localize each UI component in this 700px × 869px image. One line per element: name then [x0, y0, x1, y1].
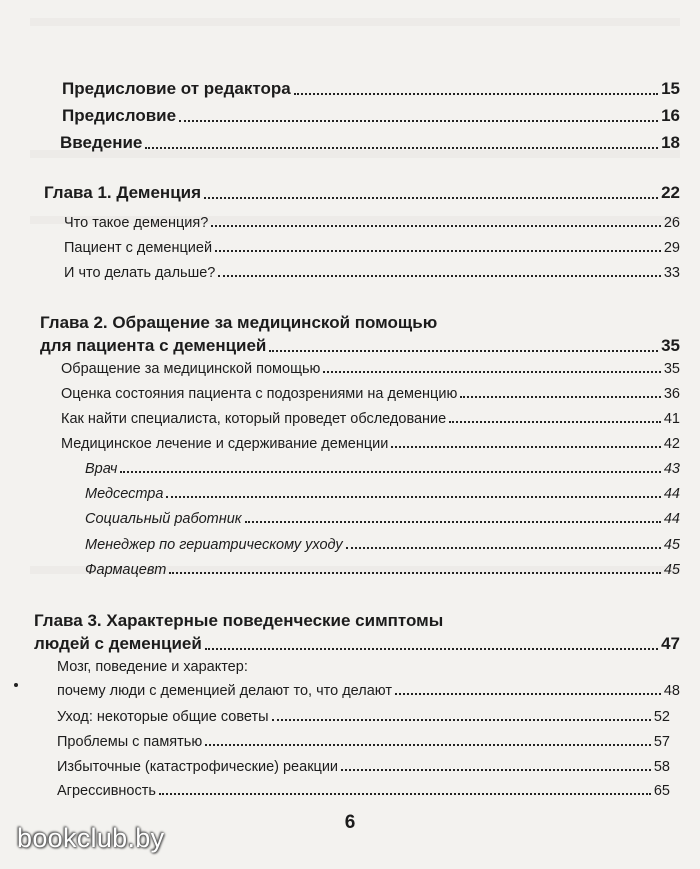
dot-leader — [391, 446, 660, 448]
dot-leader — [294, 93, 658, 95]
toc-entry-title: Фармацевт — [85, 562, 167, 578]
toc-entry-title: Предисловие — [62, 106, 177, 125]
toc-entry-title: Пациент с деменцией — [64, 240, 213, 256]
toc-entry[interactable] — [57, 734, 670, 750]
toc-subentry[interactable] — [85, 537, 680, 553]
toc-entry-page: 16 — [661, 106, 680, 125]
toc-entry-title: Предисловие от редактора — [62, 79, 291, 98]
dot-leader — [145, 147, 658, 149]
chapter-heading[interactable] — [44, 183, 680, 203]
chapter-page: 22 — [661, 183, 680, 202]
toc-entry-page: 43 — [663, 461, 680, 477]
toc-subentry[interactable] — [85, 562, 680, 578]
toc-entry-title: Менеджер по гериатрическому уходу — [85, 537, 343, 553]
dot-leader — [179, 120, 658, 122]
chapter-page: 35 — [661, 336, 680, 355]
toc-entry[interactable] — [61, 436, 680, 452]
chapter-heading-line: Глава 2. Обращение за медицинской помощью — [40, 313, 438, 332]
toc-entry-page: 57 — [653, 734, 670, 750]
dot-leader — [460, 396, 661, 398]
dot-leader — [215, 250, 661, 252]
chapter-heading-line: Глава 3. Характерные поведенческие симптомы — [34, 611, 444, 630]
chapter-heading[interactable] — [40, 336, 680, 356]
toc-entry-title: почему люди с деменцией делают то, что делают — [57, 683, 392, 699]
toc-entry-page: 44 — [663, 511, 680, 527]
toc-entry-page: 15 — [661, 79, 680, 98]
toc-entry-page: 48 — [663, 683, 680, 699]
toc-entry[interactable] — [57, 759, 670, 775]
toc-entry[interactable] — [64, 240, 680, 256]
toc-entry-page: 35 — [663, 361, 680, 377]
toc-entry[interactable] — [57, 683, 680, 699]
toc-entry-title: Уход: некоторые общие советы — [57, 709, 269, 725]
chapter-title: для пациента с деменцией — [40, 336, 267, 355]
toc-entry-title: Врач — [85, 461, 118, 477]
chapter-page: 47 — [661, 634, 680, 653]
dot-leader — [204, 197, 658, 199]
dot-leader — [159, 793, 651, 795]
toc-entry-page: 52 — [653, 709, 670, 725]
toc-entry[interactable] — [64, 215, 680, 231]
dot-leader — [245, 521, 661, 523]
dot-leader — [341, 769, 651, 771]
toc-entry-line — [57, 659, 680, 675]
dot-leader — [218, 275, 661, 277]
toc-entry-page: 29 — [663, 240, 680, 256]
toc-entry-page: 65 — [653, 783, 670, 799]
toc-entry[interactable] — [61, 411, 680, 427]
chapter-title: Глава 1. Деменция — [44, 183, 202, 202]
toc-entry-title: Медицинское лечение и сдерживание деменции — [61, 436, 389, 452]
stray-mark — [14, 683, 18, 687]
show-through — [30, 18, 680, 26]
toc-subentry[interactable] — [85, 461, 680, 477]
dot-leader — [169, 572, 661, 574]
toc-entry-title: Агрессивность — [57, 783, 156, 799]
toc-entry-page: 45 — [663, 537, 680, 553]
toc-subentry[interactable] — [85, 511, 680, 527]
dot-leader — [346, 547, 661, 549]
toc-entry-title: Как найти специалиста, который проведет обследование — [61, 411, 447, 427]
toc-entry-page: 58 — [653, 759, 670, 775]
toc-entry[interactable] — [61, 361, 680, 377]
toc-entry-page: 36 — [663, 386, 680, 402]
dot-leader — [323, 371, 660, 373]
toc-entry[interactable] — [60, 133, 680, 153]
toc-entry-title: И что делать дальше? — [64, 265, 216, 281]
toc-entry[interactable] — [57, 709, 670, 725]
toc-entry-page: 18 — [661, 133, 680, 152]
toc-entry-title: Избыточные (катастрофические) реакции — [57, 759, 339, 775]
dot-leader — [272, 719, 651, 721]
dot-leader — [120, 471, 661, 473]
dot-leader — [269, 350, 658, 352]
toc-entry-page: 45 — [663, 562, 680, 578]
toc-entry-page: 44 — [663, 486, 680, 502]
toc-entry-page: 33 — [663, 265, 680, 281]
toc-entry-title: Что такое деменция? — [64, 215, 209, 231]
toc-entry-title: Введение — [60, 133, 143, 152]
dot-leader — [205, 648, 658, 650]
chapter-title: людей с деменцией — [34, 634, 202, 653]
watermark: bookclub.by — [17, 823, 165, 853]
dot-leader — [211, 225, 661, 227]
toc-entry[interactable] — [64, 265, 680, 281]
toc-entry[interactable] — [62, 79, 680, 99]
toc-entry-page: 42 — [663, 436, 680, 452]
toc-subentry[interactable] — [85, 486, 680, 502]
page-number: 6 — [344, 812, 356, 833]
toc-entry-title: Медсестра — [85, 486, 164, 502]
toc-entry-title: Обращение за медицинской помощью — [61, 361, 321, 377]
toc-entry-title: Мозг, поведение и характер: — [57, 659, 248, 675]
chapter-heading[interactable] — [34, 634, 680, 654]
dot-leader — [395, 693, 661, 695]
toc-entry-page: 26 — [663, 215, 680, 231]
toc-entry-title: Проблемы с памятью — [57, 734, 203, 750]
toc-entry-page: 41 — [663, 411, 680, 427]
dot-leader — [449, 421, 661, 423]
toc-entry-title: Социальный работник — [85, 511, 242, 527]
toc-entry[interactable] — [61, 386, 680, 402]
dot-leader — [166, 496, 660, 498]
toc-entry[interactable] — [57, 783, 670, 799]
toc-entry[interactable] — [62, 106, 680, 126]
toc-entry-title: Оценка состояния пациента с подозрениями на деменцию — [61, 386, 458, 402]
dot-leader — [205, 744, 651, 746]
